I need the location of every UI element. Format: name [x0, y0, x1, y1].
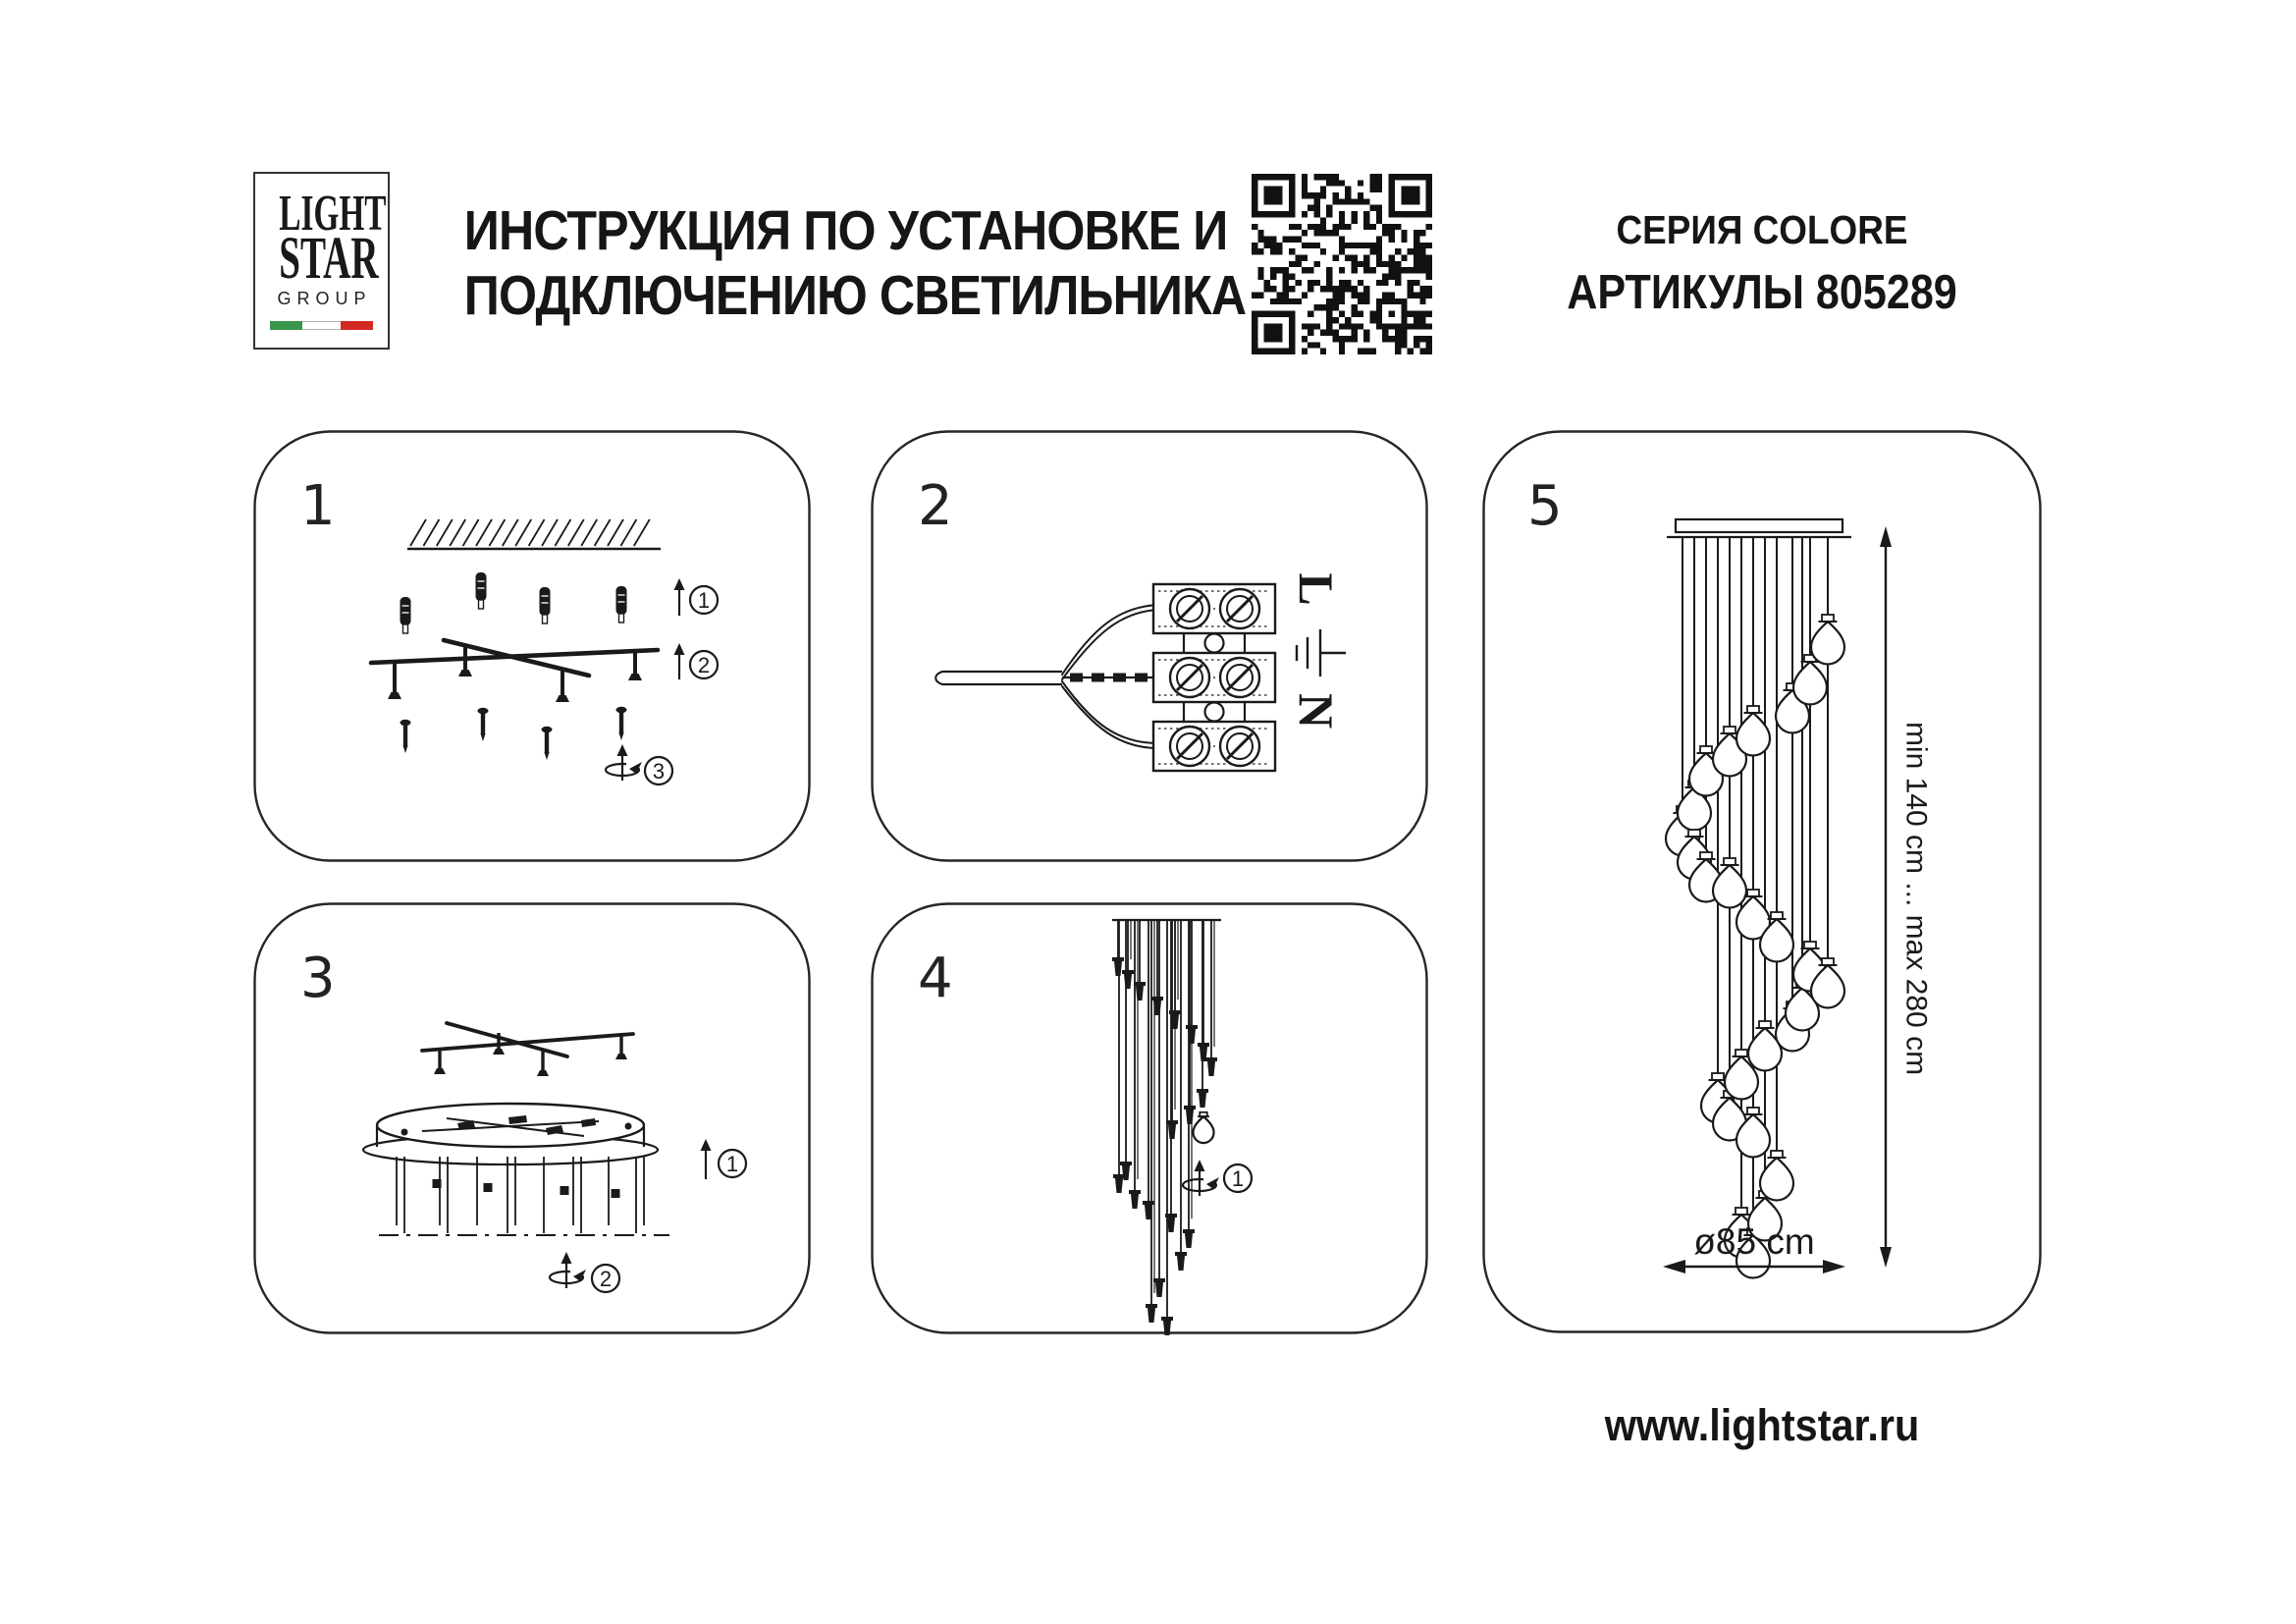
logo-word-group: GROUP: [277, 289, 372, 309]
panel-border: [873, 904, 1427, 1333]
svg-text:2: 2: [599, 1267, 613, 1291]
lightstar-logo: [253, 172, 390, 350]
step-4-panel: [869, 900, 1430, 1336]
panel-border: [255, 432, 810, 861]
callout-1: [1224, 1164, 1252, 1192]
logo-word-light: LIGHT: [279, 186, 387, 242]
page-title: [412, 198, 1276, 328]
title-line-2: ПОДКЛЮЧЕНИЮ СВЕТИЛЬНИКА: [463, 264, 1247, 328]
step-5-panel: [1480, 428, 2046, 1335]
svg-text:2: 2: [697, 653, 711, 677]
neutral-terminal-label: N: [1289, 692, 1344, 730]
step-3-number: 3: [300, 947, 336, 1010]
flag-red: [341, 321, 374, 330]
callout-1: [690, 586, 718, 614]
svg-text:1: 1: [725, 1152, 739, 1176]
step-1-number: 1: [300, 474, 336, 538]
diameter-dimension-label: ø85 cm: [1693, 1221, 1815, 1262]
step-3-panel: [251, 900, 813, 1336]
step-1-panel: [251, 428, 813, 864]
series-label: СЕРИЯ COLORE: [1616, 207, 1908, 252]
flag-white: [302, 321, 340, 330]
italian-flag-bar: [270, 321, 374, 330]
step-2-panel: [869, 428, 1430, 864]
step-2-number: 2: [918, 474, 953, 538]
flag-green: [270, 321, 303, 330]
title-line-1: ИНСТРУКЦИЯ ПО УСТАНОВКЕ И: [463, 199, 1228, 262]
step-5-number: 5: [1527, 474, 1563, 538]
panel-border: [873, 432, 1427, 861]
callout-3: [645, 757, 672, 785]
callout-2: [690, 651, 718, 678]
callout-2: [592, 1265, 619, 1292]
product-info: [1502, 207, 2022, 320]
qr-code: [1252, 174, 1432, 354]
logo-word-star: STAR: [279, 225, 379, 292]
svg-text:3: 3: [652, 759, 666, 784]
height-dimension-label: min 140 cm ... max 280 cm: [1899, 721, 1933, 1076]
svg-text:1: 1: [1231, 1166, 1245, 1191]
callout-1: [719, 1150, 746, 1177]
step-4-number: 4: [918, 947, 953, 1010]
svg-text:1: 1: [697, 588, 711, 613]
live-terminal-label: L: [1289, 572, 1344, 606]
website-url: www.lightstar.ru: [1604, 1400, 1920, 1450]
articles-label: АРТИКУЛЫ 805289: [1567, 266, 1957, 319]
